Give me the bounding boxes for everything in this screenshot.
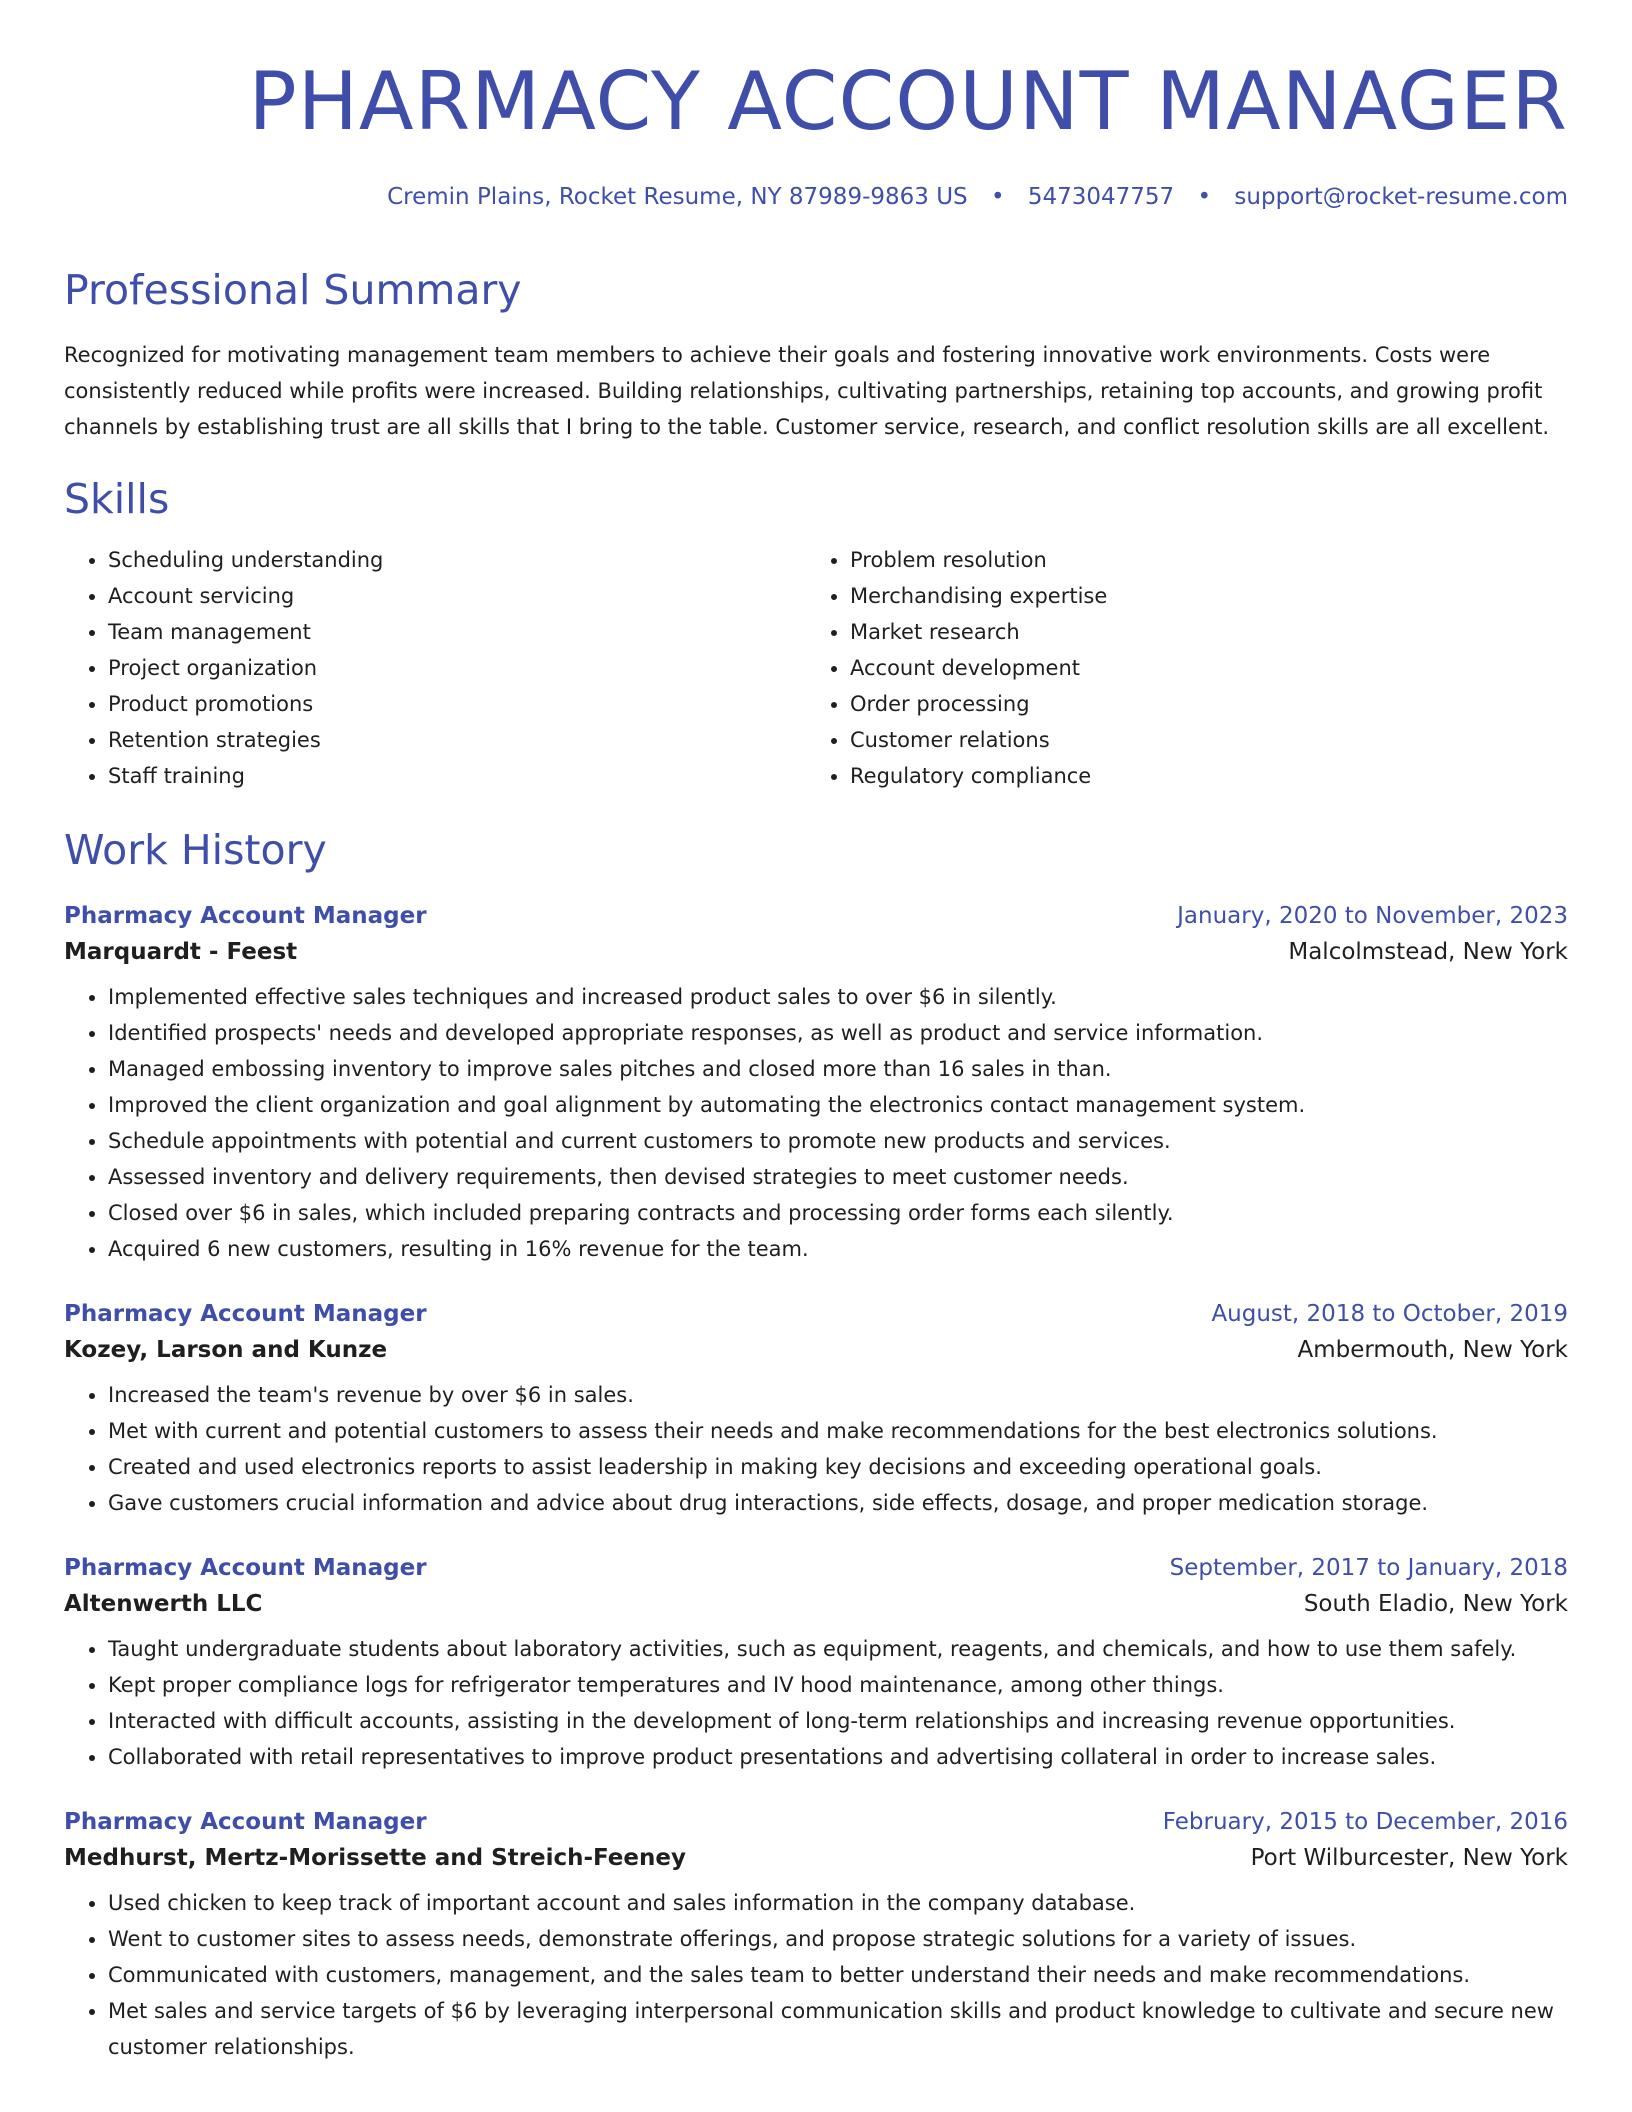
- job-entry: [64, 1555, 1568, 1775]
- section-title-work-history: Work History: [64, 826, 327, 874]
- job-company-row: [64, 939, 1568, 965]
- skill-item: • Merchandising expertise: [850, 578, 1548, 614]
- skill-item: • Problem resolution: [850, 542, 1548, 578]
- skills-column-left: [64, 542, 806, 794]
- job-bullets: [64, 1885, 1568, 2065]
- skill-item: • Scheduling understanding: [108, 542, 806, 578]
- job-bullets: [64, 979, 1568, 1267]
- job-bullet: • Used chicken to keep track of important account and sales information in the company database.: [108, 1885, 1568, 1921]
- job-bullet: • Met with current and potential customers to assess their needs and make recommendations for the best electronics solutions.: [108, 1413, 1568, 1449]
- job-bullet: • Assessed inventory and delivery requirements, then devised strategies to meet customer needs.: [108, 1159, 1568, 1195]
- job-bullet: • Closed over $6 in sales, which included preparing contracts and processing order forms each silently.: [108, 1195, 1568, 1231]
- contact-line: [64, 180, 1568, 214]
- job-bullet: • Kept proper compliance logs for refrigerator temperatures and IV hood maintenance, among other things.: [108, 1667, 1568, 1703]
- job-bullet: • Communicated with customers, management, and the sales team to better understand their needs and make recommendations.: [108, 1957, 1568, 1993]
- job-company: Medhurst, Mertz-Morissette and Streich-Feeney: [64, 1845, 686, 1871]
- job-location: Port Wilburcester, New York: [1250, 1845, 1568, 1871]
- job-company-row: [64, 1591, 1568, 1617]
- section-title-skills: Skills: [64, 475, 170, 523]
- job-bullets: [64, 1631, 1568, 1775]
- summary-text: Recognized for motivating management team members to achieve their goals and fostering innovative work environments. Costs were consistently reduced while profits were increased. Building relationships, cultivating partnerships, retaining top accounts, and growing profit channels by establishing trust are all skills that I bring to the table. Customer service, research, and conflict resolution skills are all excellent.: [64, 343, 1550, 439]
- section-title-summary: Professional Summary: [64, 266, 522, 314]
- job-header-row: [64, 1555, 1568, 1581]
- skill-item: • Staff training: [108, 758, 806, 794]
- job-bullet: • Acquired 6 new customers, resulting in 16% revenue for the team.: [108, 1231, 1568, 1267]
- job-header-row: [64, 903, 1568, 929]
- job-bullet: • Identified prospects' needs and developed appropriate responses, as well as product and service information.: [108, 1015, 1568, 1051]
- skill-item: • Product promotions: [108, 686, 806, 722]
- contact-separator: •: [990, 184, 1005, 210]
- job-entry: [64, 1809, 1568, 2065]
- job-bullet: • Improved the client organization and goal alignment by automating the electronics contact management system.: [108, 1087, 1568, 1123]
- job-bullet: • Increased the team's revenue by over $6 in sales.: [108, 1377, 1568, 1413]
- job-bullet: • Met sales and service targets of $6 by leveraging interpersonal communication skills and product knowledge to cultivate and secure new customer relationships.: [108, 1993, 1568, 2065]
- skill-item: • Regulatory compliance: [850, 758, 1548, 794]
- job-title: Pharmacy Account Manager: [64, 1555, 427, 1581]
- job-bullet: • Schedule appointments with potential and current customers to promote new products and services.: [108, 1123, 1568, 1159]
- skill-item: • Project organization: [108, 650, 806, 686]
- job-bullet: • Interacted with difficult accounts, assisting in the development of long-term relationships and increasing revenue opportunities.: [108, 1703, 1568, 1739]
- job-bullet: • Taught undergraduate students about laboratory activities, such as equipment, reagents, and chemicals, and how to use them safely.: [108, 1631, 1568, 1667]
- contact-separator: •: [1197, 184, 1212, 210]
- skill-item: • Team management: [108, 614, 806, 650]
- job-company: Altenwerth LLC: [64, 1591, 263, 1617]
- job-bullets: [64, 1377, 1568, 1521]
- skill-item: • Customer relations: [850, 722, 1548, 758]
- job-company-row: [64, 1337, 1568, 1363]
- job-company: Marquardt - Feest: [64, 939, 298, 965]
- job-dates: August, 2018 to October, 2019: [1211, 1301, 1568, 1327]
- resume-name: PHARMACY ACCOUNT MANAGER: [248, 55, 1568, 148]
- contact-phone: 5473047757: [1027, 184, 1175, 210]
- job-entry: [64, 903, 1568, 1267]
- job-bullet: • Implemented effective sales techniques and increased product sales to over $6 in silently.: [108, 979, 1568, 1015]
- job-dates: February, 2015 to December, 2016: [1162, 1809, 1568, 1835]
- skill-item: • Order processing: [850, 686, 1548, 722]
- contact-address: Cremin Plains, Rocket Resume, NY 87989-9863 US: [387, 184, 968, 210]
- skill-item: • Account servicing: [108, 578, 806, 614]
- skills-list: [64, 542, 1568, 794]
- skill-item: • Market research: [850, 614, 1548, 650]
- skills-column-right: [806, 542, 1548, 794]
- job-bullet: • Managed embossing inventory to improve sales pitches and closed more than 16 sales in than.: [108, 1051, 1568, 1087]
- job-bullet: • Gave customers crucial information and advice about drug interactions, side effects, dosage, and proper medication storage.: [108, 1485, 1568, 1521]
- skill-item: • Account development: [850, 650, 1548, 686]
- job-header-row: [64, 1301, 1568, 1327]
- job-location: Malcolmstead, New York: [1288, 939, 1568, 965]
- job-header-row: [64, 1809, 1568, 1835]
- job-dates: January, 2020 to November, 2023: [1177, 903, 1568, 929]
- job-company-row: [64, 1845, 1568, 1871]
- job-title: Pharmacy Account Manager: [64, 903, 427, 929]
- job-company: Kozey, Larson and Kunze: [64, 1337, 388, 1363]
- job-bullet: • Collaborated with retail representatives to improve product presentations and advertising collateral in order to increase sales.: [108, 1739, 1568, 1775]
- job-bullet: • Went to customer sites to assess needs, demonstrate offerings, and propose strategic solutions for a variety of issues.: [108, 1921, 1568, 1957]
- job-location: South Eladio, New York: [1303, 1591, 1568, 1617]
- job-title: Pharmacy Account Manager: [64, 1301, 427, 1327]
- contact-email[interactable]: support@rocket-resume.com: [1234, 184, 1568, 210]
- job-dates: September, 2017 to January, 2018: [1169, 1555, 1568, 1581]
- skill-item: • Retention strategies: [108, 722, 806, 758]
- job-bullet: • Created and used electronics reports to assist leadership in making key decisions and exceeding operational goals.: [108, 1449, 1568, 1485]
- job-location: Ambermouth, New York: [1297, 1337, 1568, 1363]
- job-entry: [64, 1301, 1568, 1521]
- job-title: Pharmacy Account Manager: [64, 1809, 427, 1835]
